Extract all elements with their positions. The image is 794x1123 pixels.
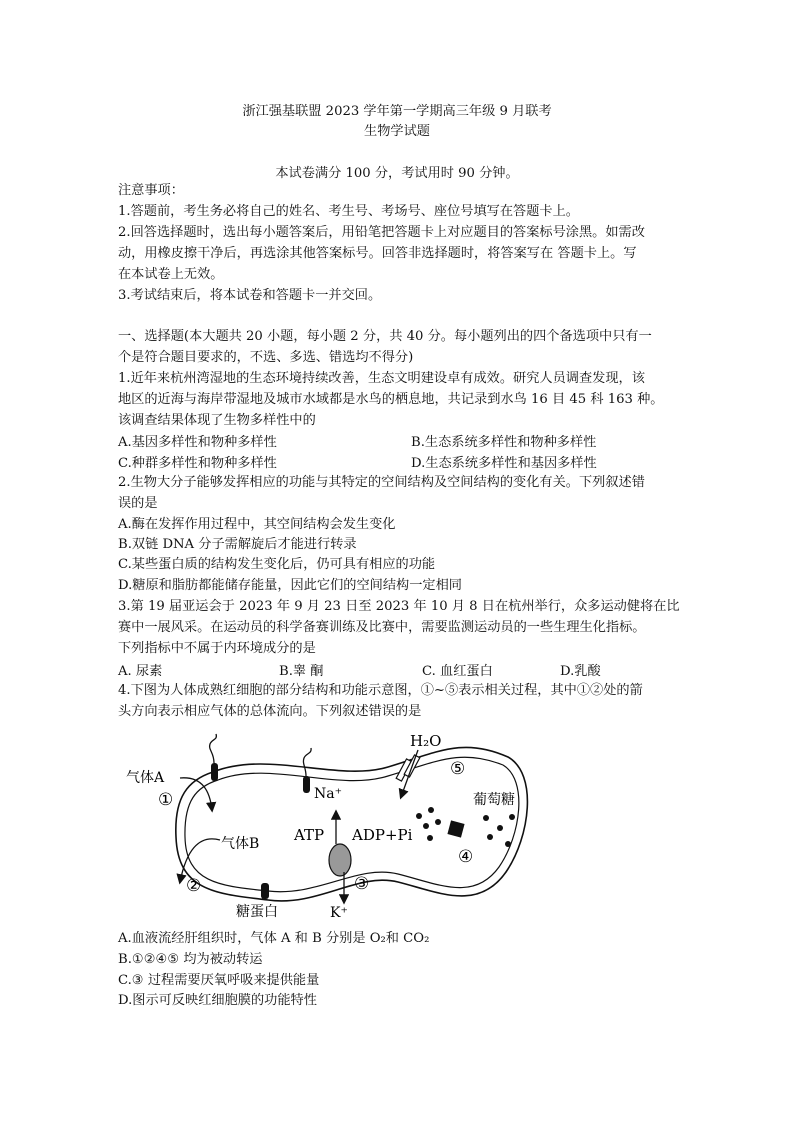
glycoprotein-label: 糖蛋白 xyxy=(236,904,278,920)
process-5-label: ⑤ xyxy=(450,759,466,779)
question-3-option-c: C. 血红蛋白 xyxy=(422,664,493,679)
process-1-label: ① xyxy=(158,790,174,810)
notice-line: 在本试卷上无效。 xyxy=(118,267,224,282)
section-heading: 一、选择题(本大题共 20 小题，每小题 2 分，共 40 分。每小题列出的四个备选项中只有一 xyxy=(118,329,652,344)
question-2-option-b: B.双链 DNA 分子需解旋后才能进行转录 xyxy=(118,537,357,552)
question-4-option-b: B.①②④⑤ 均为被动转运 xyxy=(118,952,263,967)
question-1-option-d: D.生态系统多样性和基因多样性 xyxy=(411,456,597,471)
question-3-stem: 赛中一展风采。在运动员的科学备赛训练及比赛中，需要监测运动员的一些生理生化指标。 xyxy=(118,620,646,635)
question-2-stem: 误的是 xyxy=(118,496,158,511)
notice-line: 2.回答选择题时，选出每小题答案后，用铅笔把答题卡上对应题目的答案标号涂黑。如需改 xyxy=(118,225,645,240)
process-2-label: ② xyxy=(186,876,202,896)
adp-label: ADP+Pi xyxy=(352,826,413,844)
question-1-stem: 地区的近海与海岸带湿地及城市水域都是水鸟的栖息地，共记录到水鸟 16 目 45 科 163 种。 xyxy=(118,392,664,407)
question-2-option-c: C.某些蛋白质的结构发生变化后，仍可具有相应的功能 xyxy=(118,557,436,572)
glycoprotein-top-mid xyxy=(303,748,311,793)
process-4-label: ④ xyxy=(458,847,474,867)
h2o-label: H₂O xyxy=(410,732,442,750)
gas-a-label: 气体A xyxy=(126,770,165,786)
cell-membrane-inner xyxy=(185,757,519,892)
notice-line: 1.答题前，考生务必将自己的姓名、考生号、考场号、座位号填写在答题卡上。 xyxy=(118,204,579,219)
question-2-stem: 2.生物大分子能够发挥相应的功能与其特定的空间结构及空间结构的变化有关。下列叙述错 xyxy=(118,475,645,490)
question-3-option-b: B.睾 酮 xyxy=(279,664,324,679)
process-3-label: ③ xyxy=(354,874,370,894)
question-3-stem: 下列指标中不属于内环境成分的是 xyxy=(118,641,316,656)
exam-title: 浙江强基联盟 2023 学年第一学期高三年级 9 月联考 xyxy=(242,104,552,119)
question-4-option-c: C.③ 过程需要厌氧呼吸来提供能量 xyxy=(118,973,320,988)
question-4-stem: 头方向表示相应气体的总体流向。下列叙述错误的是 xyxy=(118,704,422,719)
notice-line: 动，用橡皮擦干净后，再选涂其他答案标号。回答非选择题时，将答案写在 答题卡上。写 xyxy=(118,246,637,261)
glucose-label: 葡萄糖 xyxy=(473,792,515,808)
notice-heading: 注意事项： xyxy=(118,183,184,198)
glycoprotein-bottom xyxy=(261,883,269,899)
glucose-carrier-icon xyxy=(447,820,464,837)
notice-line: 3.考试结束后，将本试卷和答题卡一并交回。 xyxy=(118,288,382,303)
rbc-membrane-diagram xyxy=(118,722,538,922)
cell-membrane-outer xyxy=(176,747,528,901)
section-heading: 个是符合题目要求的，不选、多选、错选均不得分) xyxy=(118,350,414,365)
gas-b-label: 气体B xyxy=(221,836,260,852)
exam-info: 本试卷满分 100 分，考试用时 90 分钟。 xyxy=(275,166,519,181)
question-4-stem: 4.下图为人体成熟红细胞的部分结构和功能示意图，①~⑤表示相关过程，其中①②处的箭 xyxy=(118,683,643,698)
question-3-stem: 3.第 19 届亚运会于 2023 年 9 月 23 日至 2023 年 10 月 8 日在杭州举行，众多运动健将在比 xyxy=(118,599,680,614)
question-1-stem: 1.近年来杭州湾湿地的生态环境持续改善，生态文明建设卓有成效。研究人员调查发现，该 xyxy=(118,371,645,386)
question-4-option-a: A.血液流经肝组织时，气体 A 和 B 分别是 O₂和 CO₂ xyxy=(118,931,430,946)
glycoprotein-top-left xyxy=(210,734,218,781)
question-1-option-a: A.基因多样性和物种多样性 xyxy=(118,435,277,450)
sodium-potassium-pump xyxy=(329,844,351,876)
question-1-option-b: B.生态系统多样性和物种多样性 xyxy=(411,435,597,450)
exam-subject: 生物学试题 xyxy=(364,124,430,139)
atp-label: ATP xyxy=(294,826,325,844)
question-1-stem: 该调查结果体现了生物多样性中的 xyxy=(118,413,316,428)
question-2-option-a: A.酶在发挥作用过程中，其空间结构会发生变化 xyxy=(118,517,396,532)
question-4-option-d: D.图示可反映红细胞膜的功能特性 xyxy=(118,993,317,1008)
glucose-molecules-outside xyxy=(483,814,515,847)
question-3-option-a: A. 尿素 xyxy=(118,664,163,679)
question-3-option-d: D.乳酸 xyxy=(560,664,601,679)
question-2-option-d: D.糖原和脂肪都能储存能量，因此它们的空间结构一定相同 xyxy=(118,578,462,593)
na-label: Na⁺ xyxy=(314,786,342,802)
question-1-option-c: C.种群多样性和物种多样性 xyxy=(118,456,277,471)
glucose-molecules-inside xyxy=(416,807,441,841)
k-label: K⁺ xyxy=(330,905,348,921)
